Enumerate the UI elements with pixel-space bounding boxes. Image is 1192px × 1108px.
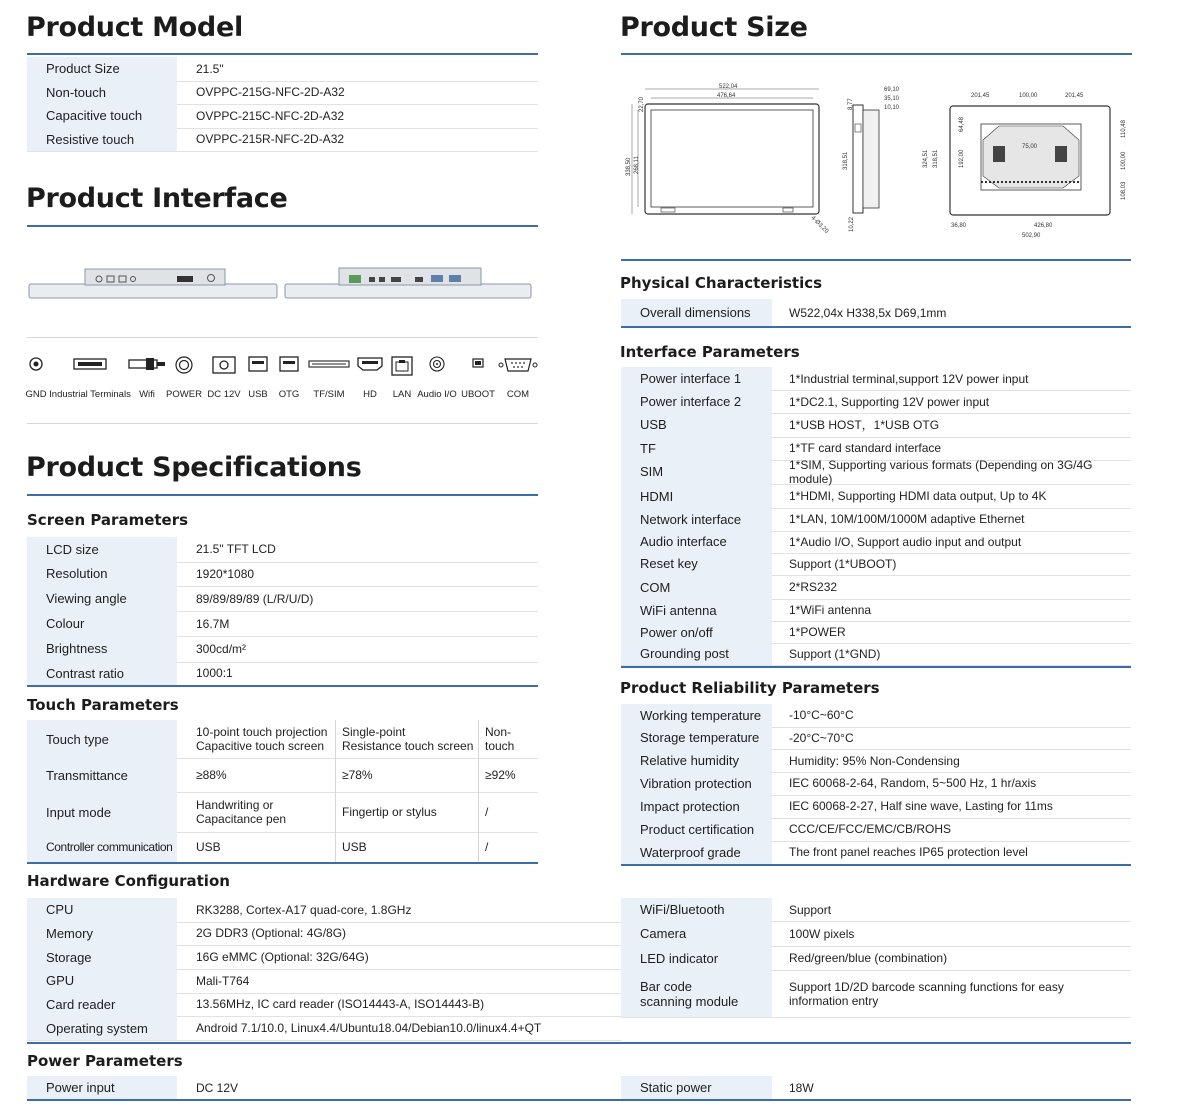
row-label: Controller communication [27, 832, 177, 862]
row-value: Support (1*UBOOT) [789, 556, 897, 571]
row-value: 1*Audio I/O, Support audio input and output [789, 534, 1022, 549]
row-value: Support (1*GND) [789, 646, 881, 661]
row-label: Vibration protection [621, 772, 772, 795]
row-value: 1*POWER [789, 625, 846, 639]
table-row [621, 818, 1131, 842]
touch-none-value: / [478, 792, 538, 832]
dim-front-corner: 4-Ø3,20 [809, 215, 830, 235]
row-label: Audio interface [621, 531, 772, 553]
row-label: Contrast ratio [27, 662, 177, 685]
usb-icon [248, 356, 268, 377]
product-interface-heading: Product Interface [26, 183, 288, 214]
power-input-value: DC 12V [196, 1080, 239, 1095]
row-label: Storage temperature [621, 727, 772, 750]
row-label: Brightness [27, 636, 177, 662]
row-label: Storage [27, 945, 177, 969]
touch-resistive-value: USB [335, 832, 478, 862]
physical-characteristics-heading: Physical Characteristics [620, 274, 823, 292]
row-value: OVPPC-215R-NFC-2D-A32 [196, 132, 345, 147]
power-input-label: Power input [27, 1076, 177, 1099]
otg-icon [279, 356, 299, 377]
row-label: Power interface 1 [621, 367, 772, 390]
terminal-icon [73, 356, 107, 377]
divider [27, 225, 538, 227]
touch-capacitive-value: ≥88% [196, 768, 227, 782]
row-value: IEC 60068-2-27, Half sine wave, Lasting for 11ms [789, 799, 1053, 813]
dim-side-d3: 10,10 [884, 105, 900, 111]
row-value: Humidity: 95% Non-Condensing [789, 753, 960, 768]
table-row [621, 749, 1131, 773]
uboot-button-icon [472, 356, 484, 374]
dim-rear-b3: 502,90 [1022, 233, 1041, 239]
row-label: WiFi antenna [621, 599, 772, 621]
touch-none-value: ≥92% [478, 758, 538, 792]
table-row [621, 772, 1131, 796]
dim-rear-center: 75,00 [1022, 144, 1038, 150]
dim-rear-h2: 318,51 [933, 149, 939, 168]
row-label: Operating system [27, 1016, 177, 1040]
divider [27, 685, 538, 687]
table-row [621, 457, 1131, 486]
side-view-drawing [843, 87, 900, 232]
table-row [621, 390, 1131, 414]
dim-side-height: 318,51 [843, 151, 849, 170]
row-label: COM [621, 575, 772, 599]
row-value: 1*HDMI, Supporting HDMI data output, Up to 4K [789, 489, 1047, 503]
table-row [27, 945, 621, 970]
row-label: WiFi/Bluetooth [621, 898, 772, 921]
dim-rear-top: 64,48 [959, 116, 965, 132]
row-value: 13.56MHz, IC card reader (ISO14443-A, ISO14443-B) [196, 997, 485, 1012]
table-row [27, 969, 621, 994]
dim-front-top: 22,70 [639, 96, 645, 112]
dim-side-d2: 35,10 [884, 96, 900, 102]
row-value: Android 7.1/10.0, Linux4.4/Ubuntu18.04/Debian10.0/linux4.4+QT [196, 1021, 542, 1035]
device-side-view-left [29, 269, 277, 298]
table-row [621, 970, 1131, 1018]
table-row [27, 792, 538, 833]
row-value: 300cd/m² [196, 641, 247, 656]
dim-front-width-outer: 522,04 [719, 84, 738, 90]
touch-resistive-value: Fingertip or stylus [335, 792, 478, 832]
table-row [27, 993, 621, 1018]
touch-none-value: / [478, 832, 538, 862]
table-row [621, 898, 1131, 922]
touch-capacitive-value: Handwriting or Capacitance pen [196, 798, 287, 826]
row-value: Support [789, 902, 832, 917]
dim-rear-w3: 201,45 [1065, 93, 1084, 99]
divider [27, 337, 538, 338]
row-value: Support 1D/2D barcode scanning functions for easy information entry [789, 979, 1064, 1008]
row-label: Working temperature [621, 704, 772, 727]
table-row [27, 562, 538, 588]
table-row [621, 946, 1131, 971]
dim-rear-h3: 192,00 [959, 149, 965, 168]
dim-front-width-inner: 476,64 [717, 93, 736, 99]
row-label: Bar code scanning module [621, 970, 772, 1017]
divider [27, 1099, 1131, 1101]
power-button-icon [175, 356, 193, 379]
touch-capacitive-value: USB [196, 840, 221, 854]
hardware-configuration-heading: Hardware Configuration [27, 872, 230, 890]
row-label: Power interface 2 [621, 390, 772, 413]
table-row [621, 727, 1131, 751]
row-label: Relative humidity [621, 749, 772, 772]
interface-icon-label: Wifi [139, 389, 155, 400]
tf-sim-slot-icon [308, 356, 350, 375]
table-row [27, 586, 538, 612]
row-label: Colour [27, 611, 177, 636]
table-row [621, 575, 1131, 600]
product-specifications-heading: Product Specifications [26, 452, 362, 483]
row-label: Input mode [27, 792, 177, 832]
interface-icon-label: TF/SIM [313, 389, 345, 400]
row-value: IEC 60068-2-64, Random, 5~500 Hz, 1 hr/axis [789, 776, 1037, 791]
table-row [621, 508, 1131, 532]
divider [27, 423, 538, 424]
row-value: 16G eMMC (Optional: 32G/64G) [196, 950, 369, 964]
reliability-parameters-heading: Product Reliability Parameters [620, 679, 880, 697]
row-label: Card reader [27, 993, 177, 1017]
row-value: W522,04x H338,5x D69,1mm [789, 305, 947, 320]
row-label: Memory [27, 922, 177, 946]
product-model-heading: Product Model [26, 12, 243, 43]
dim-rear-w2: 100,00 [1019, 93, 1038, 99]
row-value: OVPPC-215G-NFC-2D-A32 [196, 85, 345, 100]
row-value: -20°C~70°C [789, 730, 854, 745]
front-view-drawing [626, 84, 830, 235]
interface-icon-label: UBOOT [461, 389, 495, 400]
divider [621, 666, 1131, 668]
row-value: OVPPC-215C-NFC-2D-A32 [196, 108, 345, 123]
table-row [621, 921, 1131, 947]
row-label: Transmittance [27, 758, 177, 792]
row-value: 1*LAN, 10M/100M/1000M adaptive Ethernet [789, 512, 1025, 527]
table-row [27, 898, 621, 923]
interface-icon-label: COM [506, 389, 530, 400]
row-label: USB [621, 413, 772, 437]
row-value: 1*DC2.1, Supporting 12V power input [789, 394, 990, 409]
row-label: Product Size [27, 57, 177, 81]
row-value: 100W pixels [789, 926, 855, 941]
row-value: 1920*1080 [196, 566, 255, 581]
row-label: Impact protection [621, 795, 772, 818]
row-label: Reset key [621, 553, 772, 576]
table-row [621, 553, 1131, 577]
dimension-drawings [621, 80, 1141, 245]
table-row [27, 104, 538, 129]
row-label: Resolution [27, 562, 177, 587]
static-power-value: 18W [789, 1080, 814, 1095]
lan-icon [391, 356, 413, 381]
row-value: 89/89/89/89 (L/R/U/D) [196, 591, 314, 606]
table-row [621, 531, 1131, 554]
row-value: 21.5" [196, 61, 224, 76]
touch-capacitive-value: 10-point touch projection Capacitive touch screen [196, 725, 328, 753]
device-interface-views [27, 262, 539, 308]
row-value: RK3288, Cortex-A17 quad-core, 1.8GHz [196, 902, 412, 917]
row-label: CPU [27, 898, 177, 922]
touch-none-value: Non-touch [478, 720, 538, 758]
row-label: GPU [27, 969, 177, 993]
row-value: 1*Industrial terminal,support 12V power input [789, 371, 1029, 386]
dim-side-bottom: 10,22 [849, 216, 855, 232]
power-parameters-heading: Power Parameters [27, 1052, 183, 1070]
dim-rear-b1: 36,80 [951, 223, 967, 229]
row-value: 1000:1 [196, 666, 233, 680]
interface-icon-label: DC 12V [207, 389, 241, 400]
table-row [27, 636, 538, 663]
dim-side-d1: 69,10 [884, 87, 900, 93]
table-row [621, 795, 1131, 819]
wifi-antenna-icon [128, 356, 166, 377]
audio-jack-icon [429, 356, 445, 377]
rear-view-drawing [923, 93, 1127, 239]
dim-rear-h1: 324,51 [923, 149, 929, 168]
interface-icon-label: HD [363, 389, 377, 400]
row-value: -10°C~60°C [789, 708, 854, 723]
row-label: Touch type [27, 720, 177, 758]
row-label: Waterproof grade [621, 841, 772, 864]
table-row [27, 128, 538, 153]
table-row [621, 599, 1131, 622]
table-row [27, 922, 621, 947]
row-value: 21.5" TFT LCD [196, 542, 276, 557]
screen-parameters-heading: Screen Parameters [27, 511, 189, 529]
row-label: Power on/off [621, 621, 772, 643]
row-label: Overall dimensions [621, 299, 772, 326]
row-label: Grounding post [621, 643, 772, 665]
row-label: LCD size [27, 537, 177, 562]
table-row [621, 621, 1131, 644]
row-value: 2G DDR3 (Optional: 4G/8G) [196, 926, 347, 941]
dc-jack-icon [212, 356, 236, 379]
divider [621, 53, 1132, 55]
table-row [27, 537, 538, 563]
interface-icon-label: USB [248, 389, 268, 400]
dim-side-top: 8,77 [848, 98, 854, 110]
table-row [621, 841, 1131, 865]
row-value: Mali-T764 [196, 973, 250, 988]
row-label: Resistive touch [27, 128, 177, 152]
divider [27, 862, 538, 864]
row-label: Network interface [621, 508, 772, 531]
dim-rear-r1: 110,48 [1121, 120, 1127, 138]
row-value: 2*RS232 [789, 580, 838, 594]
row-label: Product certification [621, 818, 772, 841]
row-label: Non-touch [27, 81, 177, 105]
device-side-view-right [285, 268, 531, 298]
table-row [621, 367, 1131, 391]
table-row [27, 758, 538, 793]
row-label: Camera [621, 921, 772, 946]
interface-icon-label: OTG [278, 389, 300, 400]
dim-front-height-inner: 268,11 [634, 156, 640, 174]
interface-icon-label: LAN [392, 389, 412, 400]
divider [27, 494, 538, 496]
row-value: 1*WiFi antenna [789, 603, 872, 617]
dim-front-height-outer: 338,50 [626, 157, 632, 176]
table-row [27, 611, 538, 637]
touch-resistive-value: Single-point Resistance touch screen [335, 720, 478, 758]
product-size-heading: Product Size [620, 12, 808, 43]
hdmi-icon [357, 356, 383, 377]
dim-rear-w1: 201,45 [971, 93, 990, 99]
row-value: The front panel reaches IP65 protection level [789, 845, 1028, 859]
row-label: Capacitive touch [27, 104, 177, 128]
row-value: 1*USB HOST，1*USB OTG [789, 418, 940, 433]
table-row [621, 484, 1131, 509]
dim-rear-b2: 426,80 [1034, 223, 1053, 229]
divider [621, 259, 1131, 261]
touch-parameters-heading: Touch Parameters [27, 696, 179, 714]
row-value: 1*SIM, Supporting various formats (Depending on 3G/4G module) [789, 457, 1093, 486]
table-row [27, 832, 538, 863]
row-value: CCC/CE/FCC/EMC/CB/ROHS [789, 822, 952, 836]
com-port-icon [498, 356, 538, 379]
divider [621, 326, 1131, 328]
interface-icon-label: Audio I/O [417, 389, 457, 400]
divider [27, 1042, 1131, 1044]
row-label: TF [621, 437, 772, 460]
dim-rear-r3: 108,03 [1121, 181, 1127, 200]
row-label: HDMI [621, 484, 772, 508]
touch-resistive-value: ≥78% [335, 758, 478, 792]
table-row [27, 1076, 1131, 1099]
gnd-icon [28, 356, 44, 379]
table-row [27, 720, 538, 759]
static-power-label: Static power [621, 1076, 772, 1099]
table-row [27, 1016, 621, 1041]
row-label: LED indicator [621, 946, 772, 970]
row-value: 16.7M [196, 616, 230, 631]
table-row [621, 704, 1131, 728]
row-label: SIM [621, 460, 772, 485]
table-row [621, 299, 1131, 327]
interface-icon-label: GND [25, 389, 47, 400]
table-row [27, 81, 538, 106]
dim-rear-r2: 100,00 [1121, 151, 1127, 170]
row-value: Red/green/blue (combination) [789, 951, 948, 965]
table-row [621, 643, 1131, 666]
divider [621, 864, 1131, 866]
table-row [27, 57, 538, 82]
interface-icon-label: POWER [166, 389, 202, 400]
row-value: 1*TF card standard interface [789, 441, 942, 455]
interface-icon-label: Industrial Terminals [49, 389, 131, 400]
table-row [621, 413, 1131, 438]
interface-parameters-heading: Interface Parameters [620, 343, 800, 361]
divider [27, 53, 538, 55]
row-label: Viewing angle [27, 586, 177, 611]
table-row [27, 662, 538, 686]
